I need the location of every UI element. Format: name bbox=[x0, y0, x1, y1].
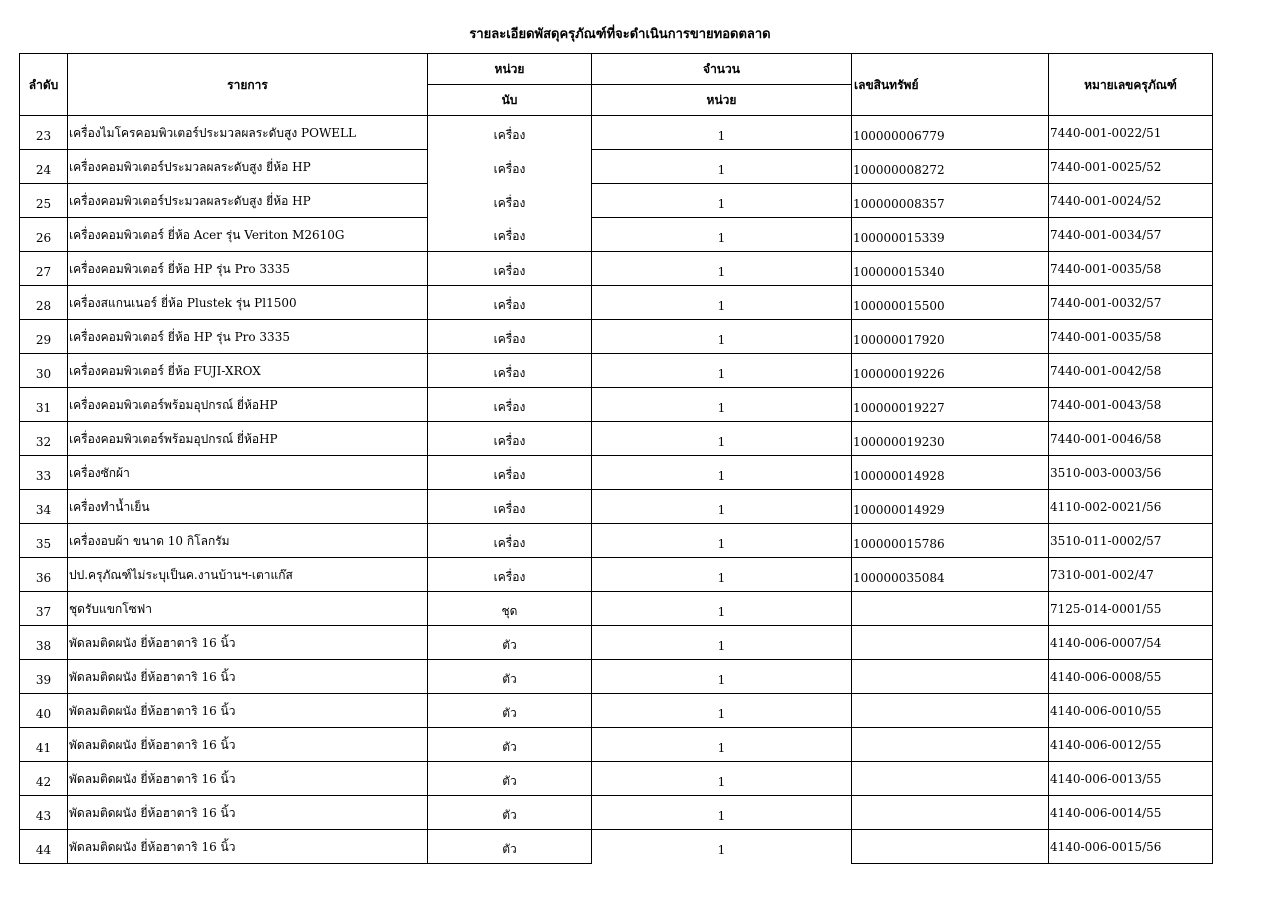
cell-item: เครื่องอบผ้า ขนาด 10 กิโลกรัม bbox=[68, 524, 428, 558]
cell-item: พัดลมติดผนัง ยี่ห้อฮาตาริ 16 นิ้ว bbox=[68, 830, 428, 864]
cell-asset-no: 100000015786 bbox=[852, 524, 1049, 558]
header-qty-top: จำนวน bbox=[592, 54, 852, 85]
cell-unit: เครื่อง bbox=[428, 116, 592, 150]
table-row bbox=[20, 796, 1213, 830]
cell-equipment-no: 7125-014-0001/55 bbox=[1049, 592, 1213, 626]
header-unit-bottom: นับ bbox=[428, 85, 592, 116]
cell-unit: ตัว bbox=[428, 626, 592, 660]
cell-seq: 32 bbox=[20, 422, 68, 456]
table-row bbox=[20, 218, 1213, 252]
cell-equipment-no: 4110-002-0021/56 bbox=[1049, 490, 1213, 524]
cell-equipment-no: 7440-001-0025/52 bbox=[1049, 150, 1213, 184]
cell-unit: เครื่อง bbox=[428, 456, 592, 490]
cell-asset-no bbox=[852, 762, 1049, 796]
table-row bbox=[20, 320, 1213, 354]
cell-qty: 1 bbox=[592, 252, 852, 286]
cell-asset-no: 100000015340 bbox=[852, 252, 1049, 286]
cell-qty: 1 bbox=[592, 490, 852, 524]
cell-equipment-no: 7440-001-0022/51 bbox=[1049, 116, 1213, 150]
cell-unit: ตัว bbox=[428, 694, 592, 728]
cell-qty: 1 bbox=[592, 456, 852, 490]
cell-unit: เครื่อง bbox=[428, 422, 592, 456]
table-row bbox=[20, 422, 1213, 456]
table-row bbox=[20, 286, 1213, 320]
cell-asset-no: 100000015339 bbox=[852, 218, 1049, 252]
cell-item: เครื่องสแกนเนอร์ ยี่ห้อ Plustek รุ่น Pl1500 bbox=[68, 286, 428, 320]
cell-item: เครื่องคอมพิวเตอร์ ยี่ห้อ HP รุ่น Pro 3335 bbox=[68, 320, 428, 354]
document-title: รายละเอียดพัสดุครุภัณฑ์ที่จะดำเนินการขายทอดตลาด bbox=[469, 27, 771, 42]
cell-asset-no bbox=[852, 626, 1049, 660]
cell-asset-no bbox=[852, 830, 1049, 864]
cell-unit: เครื่อง bbox=[428, 524, 592, 558]
cell-equipment-no: 7440-001-0043/58 bbox=[1049, 388, 1213, 422]
cell-seq: 41 bbox=[20, 728, 68, 762]
table-header-row-1 bbox=[20, 54, 1213, 85]
cell-item: พัดลมติดผนัง ยี่ห้อฮาตาริ 16 นิ้ว bbox=[68, 796, 428, 830]
cell-item: เครื่องคอมพิวเตอร์พร้อมอุปกรณ์ ยี่ห้อHP bbox=[68, 388, 428, 422]
cell-item: ชุดรับแขกโซฟา bbox=[68, 592, 428, 626]
cell-seq: 43 bbox=[20, 796, 68, 830]
cell-equipment-no: 4140-006-0013/55 bbox=[1049, 762, 1213, 796]
cell-seq: 34 bbox=[20, 490, 68, 524]
cell-qty: 1 bbox=[592, 422, 852, 456]
cell-item: เครื่องคอมพิวเตอร์ประมวลผลระดับสูง ยี่ห้อ HP bbox=[68, 184, 428, 218]
cell-item: เครื่องคอมพิวเตอร์ ยี่ห้อ HP รุ่น Pro 3335 bbox=[68, 252, 428, 286]
cell-unit: เครื่อง bbox=[428, 320, 592, 354]
cell-item: เครื่องไมโครคอมพิวเตอร์ประมวลผลระดับสูง POWELL bbox=[68, 116, 428, 150]
cell-asset-no bbox=[852, 796, 1049, 830]
cell-item: เครื่องซักผ้า bbox=[68, 456, 428, 490]
cell-unit: ตัว bbox=[428, 660, 592, 694]
cell-seq: 44 bbox=[20, 830, 68, 864]
cell-asset-no bbox=[852, 592, 1049, 626]
cell-item: พัดลมติดผนัง ยี่ห้อฮาตาริ 16 นิ้ว bbox=[68, 626, 428, 660]
cell-seq: 39 bbox=[20, 660, 68, 694]
cell-unit: เครื่อง bbox=[428, 558, 592, 592]
cell-qty: 1 bbox=[592, 184, 852, 218]
cell-item: พัดลมติดผนัง ยี่ห้อฮาตาริ 16 นิ้ว bbox=[68, 762, 428, 796]
cell-seq: 26 bbox=[20, 218, 68, 252]
cell-unit: เครื่อง bbox=[428, 286, 592, 320]
cell-unit: เครื่อง bbox=[428, 354, 592, 388]
cell-unit: เครื่อง bbox=[428, 252, 592, 286]
cell-seq: 36 bbox=[20, 558, 68, 592]
cell-asset-no: 100000015500 bbox=[852, 286, 1049, 320]
cell-qty: 1 bbox=[592, 558, 852, 592]
cell-seq: 25 bbox=[20, 184, 68, 218]
cell-qty: 1 bbox=[592, 694, 852, 728]
cell-item: ปป.ครุภัณฑ์ไม่ระบุเป็นค.งานบ้านฯ-เตาแก๊ส bbox=[68, 558, 428, 592]
cell-qty: 1 bbox=[592, 762, 852, 796]
cell-item: เครื่องคอมพิวเตอร์ประมวลผลระดับสูง ยี่ห้อ HP bbox=[68, 150, 428, 184]
cell-item: พัดลมติดผนัง ยี่ห้อฮาตาริ 16 นิ้ว bbox=[68, 694, 428, 728]
cell-equipment-no: 3510-003-0003/56 bbox=[1049, 456, 1213, 490]
table-row bbox=[20, 694, 1213, 728]
cell-equipment-no: 4140-006-0012/55 bbox=[1049, 728, 1213, 762]
table-row bbox=[20, 388, 1213, 422]
header-equipment-no: หมายเลขครุภัณฑ์ bbox=[1049, 54, 1213, 116]
header-item: รายการ bbox=[68, 54, 428, 116]
cell-asset-no: 100000019227 bbox=[852, 388, 1049, 422]
cell-asset-no: 100000008357 bbox=[852, 184, 1049, 218]
cell-qty: 1 bbox=[592, 286, 852, 320]
cell-seq: 37 bbox=[20, 592, 68, 626]
table-row bbox=[20, 456, 1213, 490]
cell-asset-no: 100000019230 bbox=[852, 422, 1049, 456]
cell-seq: 30 bbox=[20, 354, 68, 388]
header-seq: ลำดับ bbox=[20, 54, 68, 116]
cell-asset-no bbox=[852, 694, 1049, 728]
cell-seq: 42 bbox=[20, 762, 68, 796]
cell-qty: 1 bbox=[592, 218, 852, 252]
cell-unit: เครื่อง bbox=[428, 388, 592, 422]
cell-seq: 33 bbox=[20, 456, 68, 490]
cell-equipment-no: 7310-001-002/47 bbox=[1049, 558, 1213, 592]
cell-asset-no: 100000008272 bbox=[852, 150, 1049, 184]
cell-asset-no: 100000006779 bbox=[852, 116, 1049, 150]
cell-asset-no bbox=[852, 728, 1049, 762]
cell-asset-no: 100000019226 bbox=[852, 354, 1049, 388]
cell-unit: ชุด bbox=[428, 592, 592, 626]
cell-qty: 1 bbox=[592, 354, 852, 388]
header-asset-no: เลขสินทรัพย์ bbox=[852, 54, 1049, 116]
table-row bbox=[20, 524, 1213, 558]
cell-unit: เครื่อง bbox=[428, 490, 592, 524]
cell-item: เครื่องทำน้ำเย็น bbox=[68, 490, 428, 524]
cell-seq: 24 bbox=[20, 150, 68, 184]
cell-asset-no: 100000035084 bbox=[852, 558, 1049, 592]
cell-item: เครื่องคอมพิวเตอร์ ยี่ห้อ FUJI-XROX bbox=[68, 354, 428, 388]
cell-item: พัดลมติดผนัง ยี่ห้อฮาตาริ 16 นิ้ว bbox=[68, 728, 428, 762]
table-row bbox=[20, 558, 1213, 592]
cell-seq: 35 bbox=[20, 524, 68, 558]
cell-qty: 1 bbox=[592, 524, 852, 558]
table-row bbox=[20, 116, 1213, 150]
cell-equipment-no: 7440-001-0032/57 bbox=[1049, 286, 1213, 320]
cell-equipment-no: 7440-001-0024/52 bbox=[1049, 184, 1213, 218]
cell-qty: 1 bbox=[592, 830, 852, 864]
cell-item: พัดลมติดผนัง ยี่ห้อฮาตาริ 16 นิ้ว bbox=[68, 660, 428, 694]
cell-qty: 1 bbox=[592, 796, 852, 830]
cell-seq: 27 bbox=[20, 252, 68, 286]
cell-equipment-no: 4140-006-0014/55 bbox=[1049, 796, 1213, 830]
table-row bbox=[20, 354, 1213, 388]
cell-seq: 29 bbox=[20, 320, 68, 354]
cell-unit: เครื่อง bbox=[428, 150, 592, 184]
table-row bbox=[20, 184, 1213, 218]
cell-asset-no: 100000017920 bbox=[852, 320, 1049, 354]
header-qty-bottom: หน่วย bbox=[592, 85, 852, 116]
table-body bbox=[20, 116, 1213, 864]
cell-item: เครื่องคอมพิวเตอร์ ยี่ห้อ Acer รุ่น Veriton M2610G bbox=[68, 218, 428, 252]
table-row bbox=[20, 252, 1213, 286]
cell-qty: 1 bbox=[592, 728, 852, 762]
inventory-table bbox=[19, 53, 1213, 864]
cell-seq: 31 bbox=[20, 388, 68, 422]
cell-equipment-no: 4140-006-0015/56 bbox=[1049, 830, 1213, 864]
cell-qty: 1 bbox=[592, 150, 852, 184]
table-row bbox=[20, 490, 1213, 524]
table-row bbox=[20, 592, 1213, 626]
cell-equipment-no: 7440-001-0035/58 bbox=[1049, 320, 1213, 354]
cell-qty: 1 bbox=[592, 320, 852, 354]
cell-asset-no: 100000014928 bbox=[852, 456, 1049, 490]
table-row bbox=[20, 728, 1213, 762]
header-unit-top: หน่วย bbox=[428, 54, 592, 85]
cell-unit: ตัว bbox=[428, 728, 592, 762]
cell-asset-no: 100000014929 bbox=[852, 490, 1049, 524]
cell-unit: ตัว bbox=[428, 796, 592, 830]
cell-equipment-no: 7440-001-0042/58 bbox=[1049, 354, 1213, 388]
cell-qty: 1 bbox=[592, 116, 852, 150]
cell-qty: 1 bbox=[592, 388, 852, 422]
table-row bbox=[20, 626, 1213, 660]
cell-unit: ตัว bbox=[428, 830, 592, 864]
table-row bbox=[20, 150, 1213, 184]
cell-equipment-no: 4140-006-0010/55 bbox=[1049, 694, 1213, 728]
table-row bbox=[20, 762, 1213, 796]
cell-qty: 1 bbox=[592, 592, 852, 626]
cell-equipment-no: 7440-001-0046/58 bbox=[1049, 422, 1213, 456]
cell-seq: 28 bbox=[20, 286, 68, 320]
cell-equipment-no: 7440-001-0035/58 bbox=[1049, 252, 1213, 286]
table-row bbox=[20, 660, 1213, 694]
cell-unit: ตัว bbox=[428, 762, 592, 796]
cell-item: เครื่องคอมพิวเตอร์พร้อมอุปกรณ์ ยี่ห้อHP bbox=[68, 422, 428, 456]
table-row bbox=[20, 830, 1213, 864]
cell-qty: 1 bbox=[592, 626, 852, 660]
cell-qty: 1 bbox=[592, 660, 852, 694]
cell-equipment-no: 4140-006-0008/55 bbox=[1049, 660, 1213, 694]
cell-seq: 23 bbox=[20, 116, 68, 150]
cell-equipment-no: 4140-006-0007/54 bbox=[1049, 626, 1213, 660]
cell-equipment-no: 7440-001-0034/57 bbox=[1049, 218, 1213, 252]
cell-seq: 38 bbox=[20, 626, 68, 660]
cell-unit: เครื่อง bbox=[428, 218, 592, 252]
cell-unit: เครื่อง bbox=[428, 184, 592, 218]
cell-asset-no bbox=[852, 660, 1049, 694]
cell-seq: 40 bbox=[20, 694, 68, 728]
cell-equipment-no: 3510-011-0002/57 bbox=[1049, 524, 1213, 558]
